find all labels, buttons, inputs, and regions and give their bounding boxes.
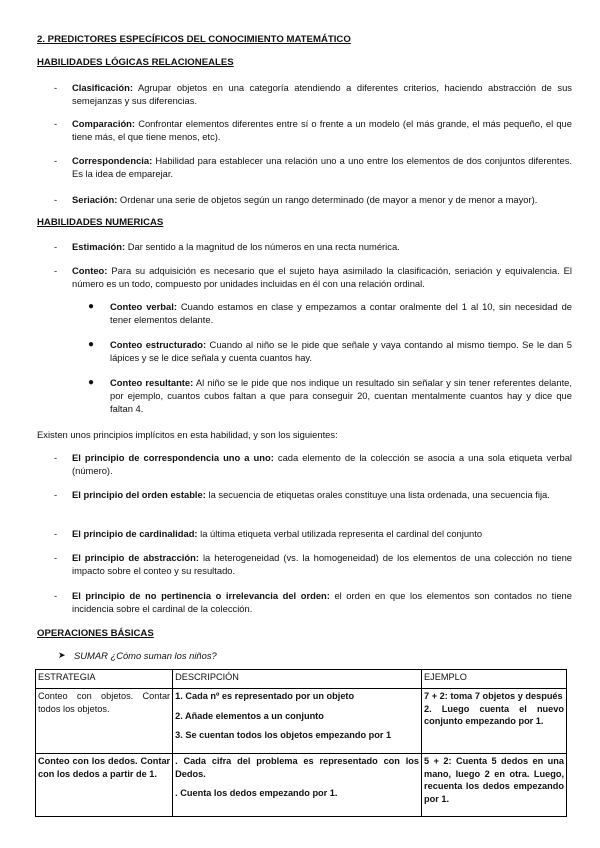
item-term: Conteo verbal: xyxy=(110,301,177,312)
strategies-table xyxy=(35,669,567,817)
principios-intro: Existen unos principios implícitos en esta habilidad, y son los siguientes: xyxy=(37,429,338,440)
item-term: El principio de no pertinencia o irrelevancia del orden: xyxy=(72,590,330,601)
dot-bullet: ● xyxy=(88,377,95,388)
dash-bullet: - xyxy=(54,590,58,601)
item-term: Conteo resultante: xyxy=(110,377,194,388)
ejemplo-line: 2. Luego cuenta el nuevo conjunto empezando por 1. xyxy=(424,703,564,726)
dash-bullet: - xyxy=(54,194,58,205)
item-text: la secuencia de etiquetas orales constituye una lista ordenada, una secuencia fija. xyxy=(205,489,550,500)
heading-operaciones: OPERACIONES BÁSICAS xyxy=(37,628,154,639)
heading-numericas: HABILIDADES NUMERICAS xyxy=(37,217,164,228)
dash-bullet: - xyxy=(54,155,58,166)
item-term: El principio de abstracción: xyxy=(72,552,199,563)
item-term: El principio del orden estable: xyxy=(72,489,206,500)
descripcion-cell xyxy=(173,754,422,817)
ejemplo-line: 7 + 2: toma 7 objetos y después xyxy=(424,691,563,701)
arrow-bullet-icon: ➤ xyxy=(58,650,66,660)
item-text: Habilidad para establecer una relación uno a uno entre los elementos de dos conjuntos diferentes. Es la idea de emparejar. xyxy=(72,155,572,179)
item-term: Correspondencia: xyxy=(72,155,153,166)
item-text: Ordenar una serie de objetos según un rango determinado (de mayor a menor y de menor a mayor). xyxy=(117,194,538,205)
item-text: Dar sentido a la magnitud de los números en una recta numérica. xyxy=(125,241,400,252)
descripcion-line: . Cuenta los dedos empezando por 1. xyxy=(175,788,338,798)
item-term: El principio de correspondencia uno a uno: xyxy=(72,452,274,463)
header-cell: EJEMPLO xyxy=(422,670,567,689)
item-text: Cuando al niño se le pide que señale y vaya contando al mismo tiempo. Se le dan 5 lápices y se le dice señala y cuenta cuantos hay. xyxy=(110,339,573,363)
dash-bullet: - xyxy=(54,82,58,93)
descripcion-line: 2. Añade elementos a un conjunto xyxy=(175,710,324,721)
dash-bullet: - xyxy=(54,241,58,252)
item-text: Agrupar objetos en una categoría atendiendo a diferentes criterios, haciendo abstracción de sus semejanzas y sus diferencias. xyxy=(72,82,572,106)
item-term: Seriación: xyxy=(72,194,118,205)
dash-bullet: - xyxy=(54,452,58,463)
dash-bullet: - xyxy=(54,118,58,129)
item-term: Comparación: xyxy=(72,118,136,129)
descripcion-line: 3. Se cuentan todos los objetos empezando por 1 xyxy=(175,730,392,740)
estrategia-cell: Conteo con los dedos. Contar con los dedos a partir de 1. xyxy=(36,754,173,817)
section-title: 2. PREDICTORES ESPECÍFICOS DEL CONOCIMIENTO MATEMÁTICO xyxy=(37,34,351,45)
heading-relacionales: HABILIDADES LÓGICAS RELACIONEALES xyxy=(37,57,234,68)
dash-bullet: - xyxy=(54,489,58,500)
item-text: cada elemento de la colección se asocia a una sola etiqueta verbal (número). xyxy=(72,452,572,476)
item-text: el orden en que los elementos son contados no tiene incidencia sobre el cardinal de la colección. xyxy=(72,590,572,614)
table-row xyxy=(36,689,567,754)
ejemplo-cell: 5 + 2: Cuenta 5 dedos en una mano, luego 2 en otra. Luego, recuenta los dedos empezando por 1. xyxy=(422,754,567,817)
dash-bullet: - xyxy=(54,552,58,563)
sumar-label: SUMAR ¿Cómo suman los niños? xyxy=(74,650,217,661)
estrategia-cell: Conteo con objetos. Contar todos los objetos. xyxy=(36,689,173,754)
item-term: Conteo estructurado: xyxy=(110,339,207,350)
table-header-row xyxy=(36,670,567,689)
item-text: Para su adquisición es necesario que el sujeto haya asimilado la clasificación, seriación y equivalencia. El número es un todo, compuesto por unidades incluidas en él con una relación ordinal. xyxy=(72,265,572,289)
table-row xyxy=(36,754,567,817)
item-text: Al niño se le pide que nos indique un resultado sin señalar y sin tener referentes delante, por ejemplo, cuantos cubos faltan a que para conseguir 20, cuentan mentalmente cuantos hay y dice que faltan 4. xyxy=(110,377,573,414)
dash-bullet: - xyxy=(54,265,58,276)
dot-bullet: ● xyxy=(88,339,95,350)
header-cell: ESTRATEGIA xyxy=(36,670,173,689)
item-term: Estimación: xyxy=(72,241,126,252)
item-text: la última etiqueta verbal utilizada representa el cardinal del conjunto xyxy=(197,528,483,539)
dash-bullet: - xyxy=(54,528,58,539)
dot-bullet: ● xyxy=(88,301,95,312)
item-term: Clasificación: xyxy=(72,82,133,93)
ejemplo-cell xyxy=(422,689,567,754)
descripcion-line: 1. Cada nº es representado por un objeto xyxy=(175,691,355,701)
header-cell: DESCRIPCIÓN xyxy=(173,670,422,689)
item-text: la heterogeneidad (vs. la homogeneidad) de los elementos de una colección no tiene impacto sobre el conteo y su resultado. xyxy=(72,552,572,576)
item-text: Confrontar elementos diferentes entre sí o frente a un modelo (el más grande, el más pequeño, el que tiene más, el que tiene menos, etc). xyxy=(72,118,572,142)
item-term: El principio de cardinalidad: xyxy=(72,528,198,539)
item-text: Cuando estamos en clase y empezamos a contar oralmente del 1 al 10, sin necesidad de tener elementos delante. xyxy=(110,301,572,325)
descripcion-cell xyxy=(173,689,422,754)
item-term: Conteo: xyxy=(72,265,108,276)
descripcion-line: . Cada cifra del problema es representado con los Dedos. xyxy=(175,756,420,779)
